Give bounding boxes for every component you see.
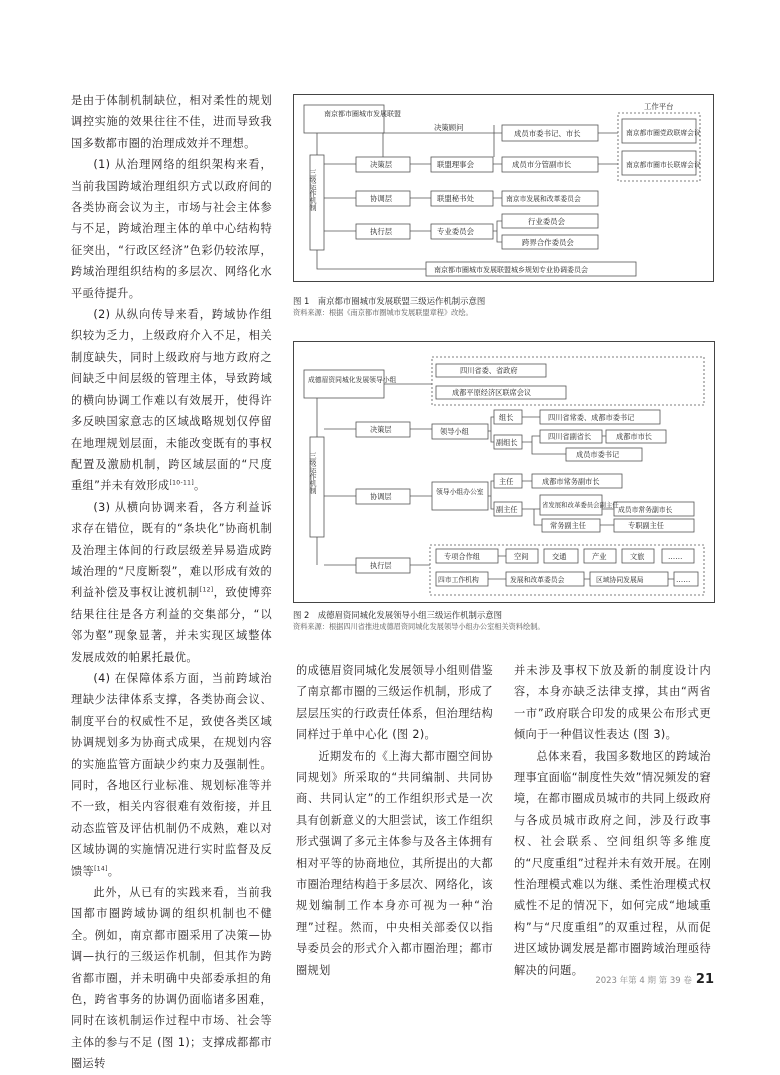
paragraph: 总体来看，我国多数地区的跨域治理事宜面临“制度性失效”情况频发的窘境，在都市圈成员城市的共同上级政府与各成员城市政府之间，涉及行政事权、社会联系、空间组织等多维度的“尺度重组”过程并未有效开展。在刚性治理模式难以为继、柔性治理模式权威性不足的情况下，如何完成“地域重构”与“尺度重组”的双重过程，从而促进区域协调发展是都市圈跨域治理亟待解决的问题。: [514, 749, 711, 977]
paragraph: (1) 从治理网络的组织架构来看，当前我国跨域治理组织方式以政府间的各类协商会议为主，市场与社会主体参与不足，跨域治理主体的单中心结构特征突出，“行政区经济”色彩仍较浓厚，跨域治理组织结构的多层次、网络化水平亟待提升。: [71, 158, 272, 300]
fig2-leading-group: 领导小组: [440, 427, 469, 436]
figure-1-source: 资料来源：根据《南京都市圈城市发展联盟章程》改绘。: [293, 308, 473, 317]
fig2-execution-layer: 执行层: [370, 561, 392, 570]
fig1-mechanism: 三级运作机制: [309, 169, 317, 211]
fig1-vice-mayors: 成员市分管副市长: [512, 160, 572, 169]
citation-ref: [14]: [94, 864, 108, 872]
fig2-deputy: 副组长: [496, 438, 518, 447]
right-text-column: [514, 660, 711, 981]
fig2-vice-director: 副主任: [496, 505, 518, 514]
fig2-vice-b: 成员市常务副市长: [618, 506, 673, 514]
fig2-deputy-a: 四川省副省长: [548, 432, 592, 441]
paragraph: 的成德眉资同城化发展领导小组则借鉴了南京都市圈的三级运作机制，形成了层层压实的行政责任体系，但治理结构同样过于单中心化 (图 2)。: [296, 664, 493, 742]
figure-2-caption-block: [293, 609, 713, 632]
fig2-culture-tourism: 文旅: [630, 552, 645, 561]
fig1-secretaries: 成员市委书记、市长: [514, 129, 581, 138]
fig2-joint-meeting: 成都平原经济区联席会议: [452, 388, 532, 397]
paragraph: 此外，从已有的实践来看，当前我国都市圈跨域协调的组织机制也不健全。例如，南京都市圈采用了决策—协调—执行的三级运作机制，但其作为跨省都市圈，并未明确中央部委承担的角色，跨省事务的协调仍面临诸多困难，同时在该机制运作过程中市场、社会等主体的参与不足 (图 1)；支撑成都都市圈运转: [71, 886, 272, 1071]
fig2-dev-reform: 发展和改革委员会: [510, 576, 565, 584]
page-footer: [595, 972, 714, 987]
paragraph: (2) 从纵向传导来看，跨域协作组织较为乏力，上级政府介入不足，相关制度缺失，同时上级政府与地方政府之间缺乏中间层级的管理主体，导致跨域的横向协调工作难以有效展开，使得许多反映国家意志的区域战略规划仅停留在地理规划层面，未能改变既有的事权配置及激励机制，跨区域层面的“尺度重组”并未有效形成[10-11]。: [71, 308, 272, 493]
fig1-alliance: 南京都市圈城市发展联盟: [324, 110, 401, 118]
fig1-advisory: 决策顾问: [434, 123, 464, 132]
figure-1-caption: 图 1 南京都市圈城市发展联盟三级运作机制示意图: [293, 296, 486, 306]
fig2-regional-bureau: 区域协同发展局: [596, 576, 644, 584]
fig1-secretariat: 联盟秘书处: [437, 194, 474, 203]
fig2-director: 主任: [499, 477, 514, 486]
fig1-industry: 行业委员会: [528, 217, 565, 226]
fig2-decision-layer: 决策层: [370, 425, 392, 434]
fig2-special-groups: 专项合作组: [444, 552, 480, 561]
fig1-cross-border: 跨界合作委员会: [522, 238, 574, 247]
fig2-vice-a: 省发展和改革委员会副主任: [542, 501, 619, 509]
fig1-committees: 专业委员会: [437, 227, 474, 236]
paragraph: (3) 从横向协调来看，各方利益诉求存在错位，既有的“条块化”协商机制及治理主体间的行政层级差异易造成跨域治理的“尺度断裂”，难以形成有效的利益补偿及事权让渡机制[12]，致使博弈结果往往是各方利益的交集部分，“以邻为壑”现象显著，并未实现区域整体发展成效的帕累托最优。: [71, 500, 272, 664]
fig1-work-platform: 工作平台: [644, 102, 674, 111]
fig2-group: 成德眉资同城化发展领导小组: [308, 376, 397, 384]
figure-2-caption: 图 2 成德眉资同城化发展领导小组三级运作机制示意图: [293, 610, 502, 620]
fig2-traffic: 交通: [552, 552, 567, 561]
figure-1-caption-block: [293, 295, 713, 318]
paragraph: 并未涉及事权下放及新的制度设计内容，本身亦缺乏法律支撑，其由“两省一市”政府联合印发的成果公布形式更倾向于一种倡议性表达 (图 3)。: [514, 664, 711, 742]
paragraph: (4) 在保障体系方面，当前跨域治理缺少法律体系支撑，各类协商会议、制度平台的权威性不足，致使各类区域协调规划多为协商式成果，在规划内容的实施监管方面缺少约束力及强制性。同时，各地区行业标准、规划标准等并不一致，相关内容很难有效衔接，并且动态监管及评估机制仍不成熟，难以对区域协调的实施情况进行实时监督及反馈等[14]。: [71, 671, 272, 878]
middle-text-column: [296, 660, 493, 981]
fig2-deputy-b: 成都市市长: [616, 432, 652, 441]
fig1-execution-layer: 执行层: [370, 227, 393, 236]
citation-ref: [12]: [199, 586, 214, 594]
figure-2-source: 资料来源：根据四川省推进成德眉资同城化发展领导小组办公室相关资料绘制。: [293, 622, 545, 631]
figure-2-diagram: [293, 341, 715, 603]
fig2-leader: 组长: [499, 413, 514, 422]
fig1-platform-b: 南京都市圈市长联席会议: [626, 161, 701, 169]
fig1-urban-rural: 南京都市圈城市发展联盟城乡规划专业协调委员会: [434, 266, 588, 274]
fig2-industry: 产业: [592, 552, 607, 561]
fig2-coordination-layer: 协调层: [370, 492, 392, 501]
issue-info: 2023 年第 4 期 第 39 卷: [595, 976, 692, 986]
citation-ref: [10-11]: [169, 479, 195, 487]
fig2-province: 四川省委、省政府: [460, 366, 518, 375]
fig2-office: 领导小组办公室: [436, 488, 484, 496]
paragraph: 是由于体制机制缺位，相对柔性的规划调控实施的效果往往不佳，进而导致我国多数都市圈的治理成效并不理想。: [71, 94, 272, 150]
fig2-deputy-c: 成员市委书记: [576, 450, 620, 459]
fig2-full-vice: 专职副主任: [628, 521, 664, 530]
fig1-council: 联盟理事会: [437, 160, 474, 169]
fig1-coordination-layer: 协调层: [370, 194, 393, 203]
fig2-exec-vice: 常务副主任: [550, 521, 586, 530]
left-text-column: [71, 90, 272, 1075]
fig1-ndrc: 南京市发展和改革委员会: [506, 195, 581, 203]
fig2-space: 空间: [514, 552, 529, 561]
fig2-director-who: 成都市常务副市长: [542, 477, 600, 486]
fig2-leader-who: 四川省常委、成都市委书记: [548, 413, 635, 422]
fig1-platform-a: 南京都市圈党政联席会议: [626, 129, 701, 137]
fig1-decision-layer: 决策层: [370, 160, 393, 169]
page-number: 21: [695, 972, 714, 987]
figure-1-diagram: [293, 94, 714, 282]
fig2-mechanism: 三级运作机制: [309, 452, 317, 494]
fig2-four-cities: 四市工作机构: [438, 576, 479, 584]
fig2-ellipsis: ……: [668, 552, 683, 561]
paragraph: 近期发布的《上海大都市圈空间协同规划》所采取的“共同编制、共同协商、共同认定”的工作组织形式是一次具有创新意义的大胆尝试，该工作组织形式强调了多元主体参与及各主体拥有相对平等的协商地位，其所提出的大都市圈治理结构趋于多层次、网络化，该规划编制工作本身亦可视为一种“治理”过程。然而，中央相关部委仅以指导委员会的形式介入都市圈治理；都市圈规划: [296, 749, 493, 977]
fig2-ellipsis-2: ……: [676, 575, 691, 584]
